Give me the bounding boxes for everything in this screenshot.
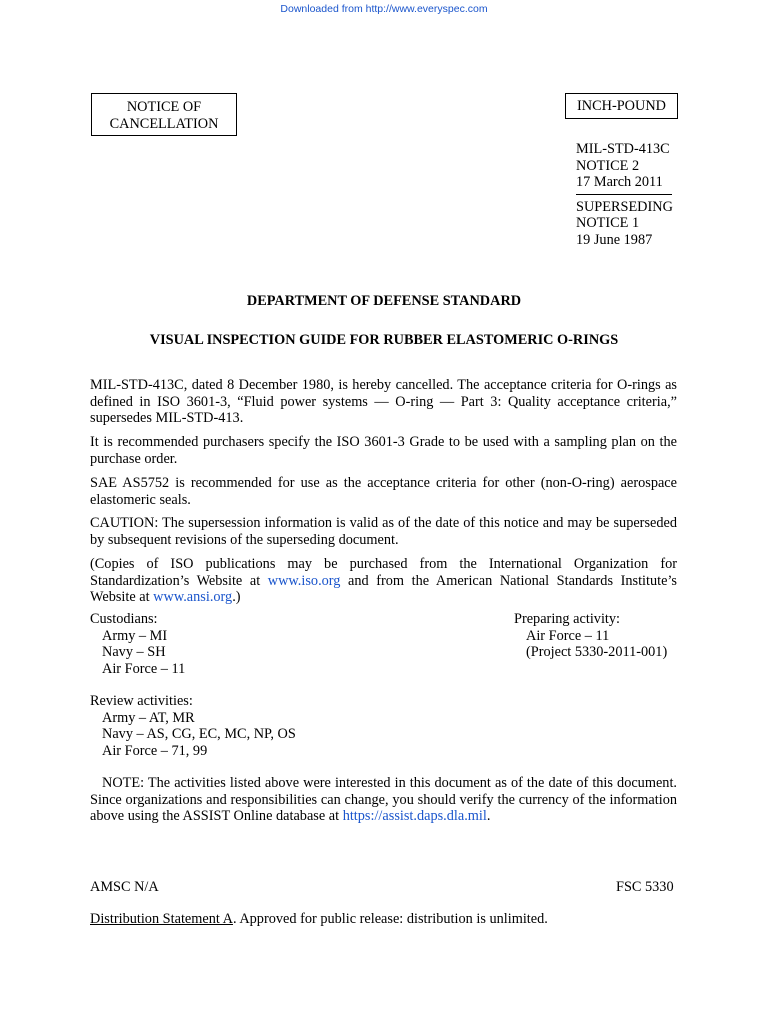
document-title: VISUAL INSPECTION GUIDE FOR RUBBER ELASTOMERIC O-RINGS bbox=[149, 332, 619, 348]
superseded-notice: NOTICE 1 bbox=[576, 215, 640, 231]
distribution-label: Distribution Statement A bbox=[90, 911, 233, 927]
amsc-label: AMSC N/A bbox=[90, 879, 159, 895]
iso-link[interactable]: www.iso.org bbox=[267, 572, 341, 589]
review-item: Air Force – 71, 99 bbox=[102, 742, 208, 759]
preparing-heading: Preparing activity: bbox=[514, 611, 621, 627]
review-item: Navy – AS, CG, EC, MC, NP, OS bbox=[102, 726, 296, 742]
distribution-text: . Approved for public release: distribution is unlimited. bbox=[232, 911, 548, 927]
note-end: . bbox=[486, 808, 491, 824]
assist-link[interactable]: https://assist.daps.dla.mil bbox=[342, 808, 487, 824]
copies-text-c: .) bbox=[232, 589, 241, 605]
custodians-block bbox=[90, 611, 185, 677]
doc-notice: NOTICE 2 bbox=[576, 157, 640, 174]
distribution-statement bbox=[90, 911, 548, 928]
superseded-date: 19 June 1987 bbox=[576, 231, 653, 248]
review-heading: Review activities: bbox=[90, 693, 193, 709]
doc-id-divider bbox=[576, 194, 672, 195]
doc-date: 17 March 2011 bbox=[576, 174, 663, 190]
note-paragraph bbox=[90, 775, 677, 825]
custodians-heading: Custodians: bbox=[90, 611, 158, 627]
notice-box-line2: CANCELLATION bbox=[109, 115, 219, 132]
copies-text-a: (Copies of ISO publications may be purchased from the International Organization for Standardization’s Website at bbox=[90, 556, 677, 589]
superseding-label: SUPERSEDING bbox=[576, 198, 673, 215]
notice-of-cancellation-box bbox=[91, 93, 237, 136]
note-text: NOTE: The activities listed above were interested in this document as of the date of this document. Since organizations and responsibilities can change, you should verify the currency of the information above using the ASSIST Online database at bbox=[90, 775, 677, 824]
preparing-activity-block bbox=[514, 611, 667, 661]
department-title: DEPARTMENT OF DEFENSE STANDARD bbox=[246, 293, 522, 309]
fsc-label: FSC 5330 bbox=[616, 879, 674, 895]
copies-text-b: and from the American National Standards Institute’s Website at bbox=[90, 572, 677, 605]
paragraph-copies bbox=[90, 556, 677, 606]
custodian-item: Navy – SH bbox=[102, 644, 166, 660]
paragraph-sae: SAE AS5752 is recommended for use as the acceptance criteria for other (non-O-ring) aerospace elastomeric seals. bbox=[90, 475, 677, 508]
review-activities-block bbox=[90, 693, 296, 759]
ansi-link[interactable]: www.ansi.org bbox=[153, 589, 233, 605]
custodian-item: Air Force – 11 bbox=[102, 660, 186, 677]
inch-pound-box: INCH-POUND bbox=[565, 93, 678, 119]
paragraph-recommendation: It is recommended purchasers specify the ISO 3601-3 Grade to be used with a sampling plan on the purchase order. bbox=[90, 434, 677, 467]
preparing-item: Air Force – 11 bbox=[526, 627, 610, 644]
paragraph-caution: CAUTION: The supersession information is valid as of the date of this notice and may be superseded by subsequent revisions of the superseding document. bbox=[90, 515, 677, 548]
source-banner[interactable]: Downloaded from http://www.everyspec.com bbox=[280, 3, 488, 15]
paragraph-cancellation: MIL-STD-413C, dated 8 December 1980, is hereby cancelled. The acceptance criteria for O-rings as defined in ISO 3601-3, “Fluid power systems — O-ring — Part 3: Quality acceptance criteria,” supersedes MIL-STD-413. bbox=[90, 377, 677, 426]
review-item: Army – AT, MR bbox=[102, 709, 195, 726]
doc-number: MIL-STD-413C bbox=[576, 141, 670, 157]
custodian-item: Army – MI bbox=[102, 627, 168, 644]
preparing-item: (Project 5330-2011-001) bbox=[526, 644, 668, 660]
notice-box-line1: NOTICE OF bbox=[126, 99, 202, 115]
document-identifier bbox=[576, 141, 673, 248]
